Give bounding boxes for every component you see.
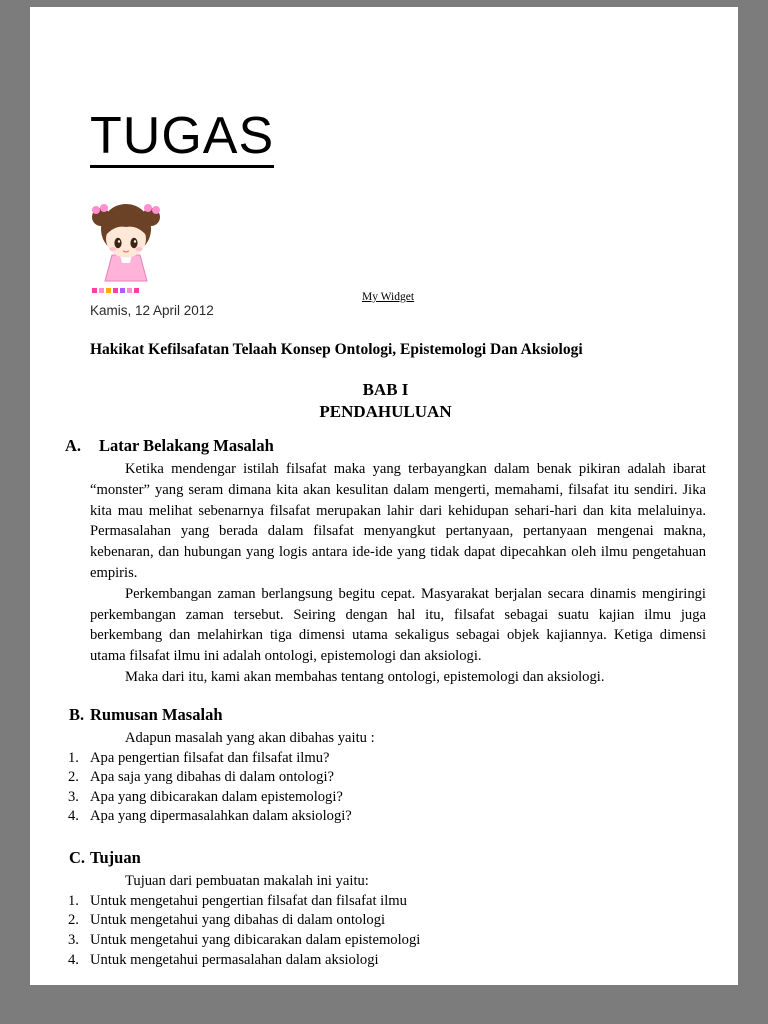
list-item-text: Untuk mengetahui permasalahan dalam aksiologi [90, 951, 379, 968]
list-item-number: 1. [68, 892, 79, 909]
paragraph: Perkembangan zaman berlangsung begitu cepat. Masyarakat berjalan secara dinamis mengiringi perkembangan zaman tersebut. Seiring dengan hal itu, filsafat sebagai suatu kajian ilmu juga berkembang dan melahirkan tiga dimensi utama sekaligus sebagai objek kajiannya. Ketiga dimensi utama filsafat ilmu ini adalah ontologi, epistemologi dan aksiologi. [90, 585, 706, 665]
list-item-number: 4. [68, 951, 79, 968]
list-item [68, 788, 706, 808]
list-item-text: Apa yang dibicarakan dalam epistemologi? [90, 788, 343, 805]
list-item [68, 768, 706, 788]
list-item-number: 3. [68, 788, 79, 805]
paragraph: Maka dari itu, kami akan membahas tentang ontologi, epistemologi dan aksiologi. [125, 668, 605, 685]
list-item [68, 911, 706, 931]
section-c-heading [69, 847, 706, 869]
section-c-number: C. [69, 847, 86, 867]
paragraph: Ketika mendengar istilah filsafat maka yang terbayangkan dalam benak pikiran adalah ibarat “monster” yang seram dimana kita akan kesulitan dalam mengerti, memahami, filsafat itu sendiri. Jika kita mau melihat sebenarnya filsafat merupakan lahir dari kehidupan sehari-hari dan kita melaluinya. Permasalahan yang berada dalam filsafat menyangkut pertanyaan, pertanyaan mengenai makna, kebenaran, dan hubungan yang logis antara ide-ide yang tidak dapat dipecahkan oleh ilmu pengetahuan empiris. [90, 461, 706, 581]
list-item-number: 2. [68, 912, 79, 929]
list-item-text: Apa pengertian filsafat dan filsafat ilmu? [90, 749, 330, 766]
page-title: TUGAS [90, 110, 274, 168]
list-item-text: Untuk mengetahui yang dibicarakan dalam epistemologi [90, 931, 421, 948]
post-date: Kamis, 12 April 2012 [90, 303, 214, 318]
section-b-title: Rumusan Masalah [90, 704, 223, 724]
section-a-number: A. [65, 436, 82, 455]
list-item-number: 3. [68, 931, 79, 948]
section-c-intro: Tujuan dari pembuatan makalah ini yaitu: [125, 872, 369, 889]
list-item-number: 2. [68, 769, 79, 786]
list-item-number: 4. [68, 808, 79, 825]
chapter-heading [65, 379, 706, 423]
post-title: Hakikat Kefilsafatan Telaah Konsep Ontologi, Epistemologi Dan Aksiologi [90, 341, 583, 358]
section-c-title: Tujuan [90, 847, 141, 867]
section-a-heading [65, 435, 706, 457]
my-widget-link[interactable]: My Widget [362, 291, 415, 303]
section-b-heading [69, 704, 706, 726]
list-item [68, 951, 706, 971]
section-a-title: Latar Belakang Masalah [99, 436, 274, 455]
list-item [68, 931, 706, 951]
document-body [65, 435, 706, 970]
list-item [68, 807, 706, 827]
section-b-number: B. [69, 704, 85, 724]
document-page [30, 7, 738, 985]
section-b-list [68, 749, 706, 827]
list-item [68, 892, 706, 912]
list-item-text: Untuk mengetahui yang dibahas di dalam ontologi [90, 912, 386, 929]
section-c-list [68, 892, 706, 970]
list-item-text: Apa saja yang dibahas di dalam ontologi? [90, 769, 334, 786]
list-item-text: Apa yang dipermasalahkan dalam aksiologi? [90, 808, 352, 825]
list-item-text: Untuk mengetahui pengertian filsafat dan filsafat ilmu [90, 892, 407, 909]
list-item-number: 1. [68, 749, 79, 766]
avatar-image [90, 201, 162, 283]
section-b [68, 704, 706, 827]
section-c [68, 847, 706, 970]
chapter-line2: PENDAHULUAN [319, 402, 452, 421]
section-b-intro: Adapun masalah yang akan dibahas yaitu : [125, 729, 375, 746]
list-item [68, 749, 706, 769]
chapter-line1: BAB I [362, 380, 409, 399]
avatar-watermark [92, 288, 139, 293]
